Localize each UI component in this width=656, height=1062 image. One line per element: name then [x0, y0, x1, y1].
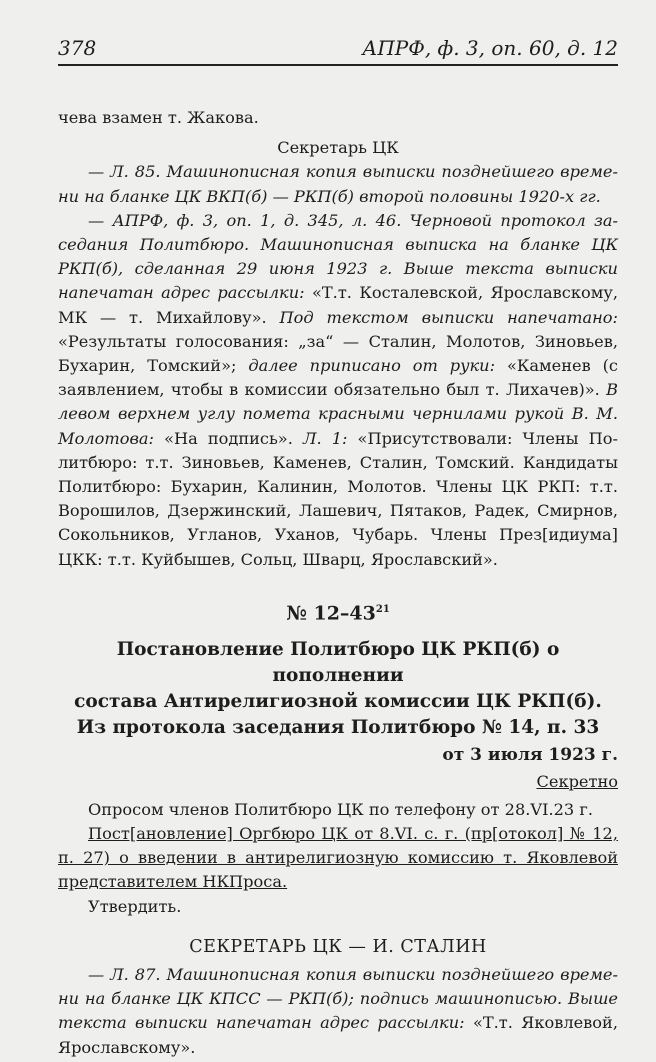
title-line: состава Антирелигиозной комиссии ЦК РКП(б). [74, 691, 602, 713]
secretary-signature: СЕКРЕТАРЬ ЦК — И. СТАЛИН [189, 936, 487, 957]
note-run: «Результаты голосования: „за“ — Сталин, Молотов, Зиновьев, Бухарин, Томский»; [58, 331, 618, 376]
prev-note-2 [58, 209, 618, 572]
secrecy-mark: Секретно [536, 771, 618, 791]
note-run: Л. 1: [302, 428, 358, 448]
continued-text: чева взамен т. Жакова. [58, 108, 259, 127]
note-run: В левом верхнем углу помета красными чернилами рукой В. М. Молотова: [58, 380, 618, 448]
footnote-ref: 21 [375, 603, 390, 615]
document-number [58, 598, 618, 626]
prev-note-1: — Л. 85. Машинописная копия выписки позднейшего времени на бланке ЦК ВКП(б) — РКП(б) второй половины 1920-х гг. [58, 162, 618, 206]
note-run: «Т.т. Яковлевой, Ярославскому». [58, 1013, 618, 1057]
page-body [58, 106, 618, 1060]
archive-reference: АПРФ, ф. 3, оп. 60, д. 12 [362, 36, 618, 60]
note-run: «Присутствовали: Члены Политбюро: т.т. Зиновьев, Каменев, Сталин, Томский. Кандидаты Политбюро: Бухарин, Калинин, Молотов. Члены ЦК РКП: т.т. Ворошилов, Дзержинский, Лашевич, Пятаков, Радек, Смирнов, Сокольников, Угланов, Уханов, Чубарь. Члены През[идиума] ЦКК: т.т. Куйбышев, Сольц, Шварц, Ярославский». [58, 428, 619, 569]
document-source-note [58, 963, 618, 1060]
document-number-text: № 12–43 [286, 602, 376, 625]
title-line: Постановление Политбюро ЦК РКП(б) о пополнении [116, 639, 560, 687]
prev-signature: Секретарь ЦК [277, 138, 399, 158]
note-run: — АПРФ, ф. 3, оп. 1, д. 345, л. 46. Черновой протокол заседания Политбюро. Машинописная выписка на бланке ЦК РКП(б), сделанная 29 июня 1923 г. Выше текста выписки напечатан адрес рассылки: [58, 210, 618, 303]
note-run: «Каменев (с заявлением, чтобы в комиссии обязательно был т. Лихачев)». [58, 356, 618, 400]
note-run: — Л. 87. Машинописная копия выписки позднейшего времени на бланке ЦК КПСС — РКП(б); подпись машинописью. Выше текста выписки напечатан адрес рассылки: [58, 965, 618, 1033]
page-number: 378 [58, 36, 97, 60]
note-run: «Т.т. Косталевской, Ярославскому, МК — т. Михайлову». [58, 283, 618, 327]
title-line: Из протокола заседания Политбюро № 14, п. 33 [76, 717, 600, 739]
approve-text: Утвердить. [88, 896, 182, 916]
note-run: далее приписано от руки: [248, 356, 507, 376]
page-header [58, 36, 618, 66]
resolution-text: Пост[ановление] Оргбюро ЦК от 8.VI. с. г. (пр[отокол] № 12, п. 27) о введении в антирелигиозную комиссию т. Яковлевой представителем НКПроса. [58, 824, 618, 892]
document-title [58, 637, 618, 741]
note-run: «На подпись». [164, 428, 303, 448]
poll-line: Опросом членов Политбюро ЦК по телефону от 28.VI.23 г. [88, 799, 593, 819]
document-date: от 3 июля 1923 г. [442, 745, 618, 766]
note-run: Под текстом выписки напечатано: [279, 307, 618, 327]
